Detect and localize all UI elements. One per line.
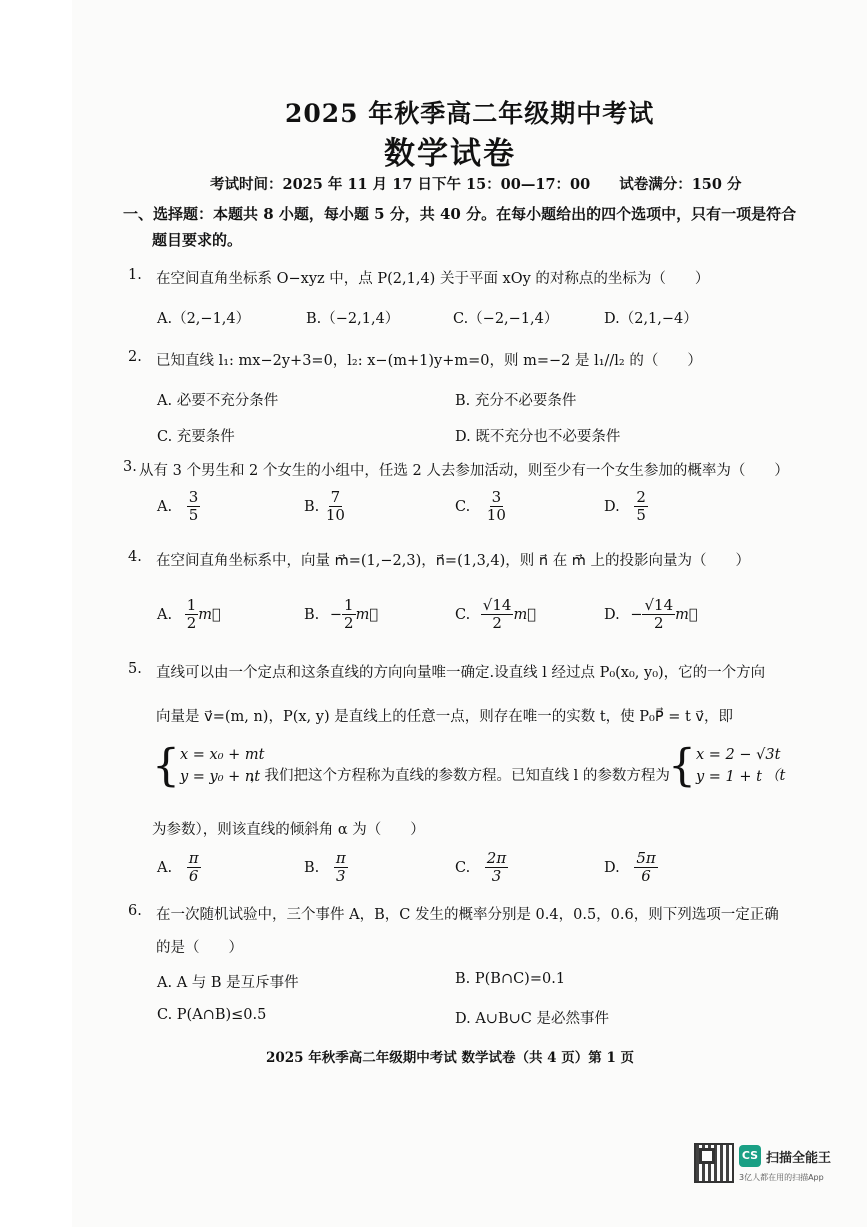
option-label: D.: [604, 859, 620, 876]
fraction: [185, 597, 199, 633]
equation-y: y = 1 + t: [696, 769, 762, 786]
fraction: [324, 489, 347, 525]
question-text: 从有 3 个男生和 2 个女生的小组中，任选 2 人去参加活动，则至少有一个女生参加的概率为（ ）: [139, 463, 789, 479]
qr-code-icon: [694, 1143, 734, 1183]
scanner-app-name: 扫描全能王: [766, 1151, 832, 1166]
question-text: 已知直线 l₁: mx−2y+3=0，l₂: x−(m+1)y+m=0，则 m=−2 是 l₁//l₂ 的（ ）: [156, 353, 702, 369]
fraction: [481, 597, 514, 633]
option-a: [157, 597, 221, 633]
option-a: A. A 与 B 是互斥事件: [157, 975, 299, 991]
section-heading-cont: 题目要求的。: [152, 231, 243, 249]
option-c: [455, 850, 508, 886]
vector-m: m⃗: [675, 606, 698, 623]
option-b: B. P(B∩C)=0.1: [455, 971, 566, 987]
denominator: 3: [491, 867, 502, 886]
sign: −: [630, 606, 643, 623]
exam-title: 2025 年秋季高二年级期中考试: [285, 99, 655, 128]
denominator: 3: [336, 867, 346, 886]
question-number: 5.: [128, 661, 142, 677]
option-a: [157, 850, 201, 886]
denominator: 2: [344, 614, 354, 633]
fraction: [485, 489, 508, 525]
parametric-definition: [152, 740, 265, 792]
numerator: 1: [344, 596, 354, 614]
option-d: [604, 597, 698, 633]
question-number: 6.: [128, 903, 142, 919]
numerator: 3: [491, 488, 502, 506]
subject-title: 数学试卷: [384, 136, 516, 172]
equation-x: x = 2 − √3t: [696, 747, 781, 763]
numerator: 2π: [486, 849, 507, 867]
option-d: D. A∪B∪C 是必然事件: [455, 1011, 609, 1027]
scanner-app-slogan: 3亿人都在用的扫描App: [739, 1173, 824, 1182]
question-text: ，我们把这个方程称为直线的参数方程。已知直线 l 的参数方程为: [250, 768, 670, 784]
option-label: C.: [455, 859, 471, 876]
fraction: [634, 850, 657, 886]
option-b: [304, 489, 347, 525]
option-a: A.（2,−1,4）: [157, 311, 251, 327]
option-label: B.: [304, 498, 320, 515]
question-text: 直线可以由一个定点和这条直线的方向向量唯一确定.设直线 l 经过点 P₀(x₀, y₀)，它的一个方向: [156, 665, 766, 681]
question-text: 向量是 v⃗=(m, n)，P(x, y) 是直线上的任意一点，则存在唯一的实数 t，使 P₀P⃗ = t v⃗，即: [156, 709, 733, 725]
fraction: [485, 850, 508, 886]
fraction: [634, 489, 648, 525]
question-text: 在空间直角坐标系中，向量 m⃗=(1,−2,3)，n⃗=(1,3,4)，则 n⃗ 在 m⃗ 上的投影向量为（ ）: [156, 553, 751, 569]
option-label: B.: [304, 859, 320, 876]
equation-x: x = x₀ + mt: [180, 747, 265, 763]
option-c: [455, 597, 536, 633]
option-d: D. 既不充分也不必要条件: [455, 429, 621, 445]
fraction: [342, 597, 356, 633]
denominator: 10: [325, 506, 345, 525]
section-heading: 一、选择题：本题共 8 小题，每小题 5 分，共 40 分。在每小题给出的四个选项中，只有一项是符合: [123, 205, 797, 223]
option-label: B.: [304, 606, 320, 623]
question-text: 的是（ ）: [156, 940, 243, 956]
denominator: 2: [492, 614, 502, 633]
numerator: √14: [482, 596, 512, 614]
option-b: B. 充分不必要条件: [455, 393, 577, 409]
vector-m: m⃗: [198, 606, 221, 623]
numerator: 3: [188, 488, 199, 506]
page-footer: 2025 年秋季高二年级期中考试 数学试卷（共 4 页）第 1 页: [266, 1050, 635, 1066]
question-text: 在空间直角坐标系 O−xyz 中，点 P(2,1,4) 关于平面 xOy 的对称点的坐标为（ ）: [156, 271, 710, 287]
numerator: 7: [330, 488, 341, 506]
vector-m: m⃗: [513, 606, 536, 623]
question-text: 为参数），则该直线的倾斜角 α 为（ ）: [152, 822, 425, 838]
question-number: 4.: [128, 549, 142, 565]
left-brace: {: [152, 740, 180, 792]
option-label: A.: [157, 498, 173, 515]
option-c: C. P(A∩B)≤0.5: [157, 1007, 267, 1023]
numerator: 2: [636, 488, 646, 506]
vector-m: m⃗: [355, 606, 379, 623]
exam-info: 考试时间：2025 年 11 月 17 日下午 15：00—17：00 试卷满分：150 分: [210, 176, 742, 193]
option-label: D.: [604, 498, 620, 515]
question-number: 1.: [128, 267, 142, 283]
denominator: 2: [186, 614, 197, 633]
option-d: [604, 850, 658, 886]
option-label: C.: [455, 606, 471, 623]
left-brace: {: [668, 740, 696, 792]
parametric-equation: [668, 740, 781, 792]
option-label: A.: [157, 859, 173, 876]
option-label: C.: [455, 498, 471, 515]
fraction: [187, 489, 201, 525]
denominator: 5: [188, 506, 199, 525]
option-a: A. 必要不充分条件: [157, 393, 279, 409]
denominator: 6: [188, 867, 199, 886]
numerator: π: [188, 849, 199, 867]
fraction: [187, 850, 201, 886]
denominator: 10: [486, 506, 506, 525]
camscanner-logo-icon: CS: [739, 1145, 761, 1167]
option-c: C. 充要条件: [157, 429, 235, 445]
question-text: 在一次随机试验中，三个事件 A，B，C 发生的概率分别是 0.4，0.5，0.6，则下列选项一定正确: [156, 907, 779, 923]
option-d: D.（2,1,−4）: [604, 311, 698, 327]
fraction: [334, 850, 348, 886]
option-b: B.（−2,1,4）: [306, 311, 400, 327]
numerator: π: [335, 849, 346, 867]
numerator: 5π: [636, 849, 656, 867]
option-a: [157, 489, 200, 525]
option-d: [604, 489, 648, 525]
question-text: （t: [765, 768, 786, 784]
option-b: [304, 597, 378, 633]
numerator: 1: [186, 596, 197, 614]
denominator: 6: [641, 867, 651, 886]
option-c: [455, 489, 508, 525]
denominator: 5: [636, 506, 646, 525]
option-label: D.: [604, 606, 620, 623]
question-number: 2.: [128, 349, 142, 365]
question-number: 3.: [123, 459, 137, 475]
equation-y: y = y₀ + nt: [180, 769, 261, 786]
numerator: √14: [644, 596, 674, 614]
denominator: 2: [654, 614, 664, 633]
fraction: [642, 597, 675, 633]
option-label: A.: [157, 606, 173, 623]
sign: −: [329, 606, 343, 623]
option-b: [304, 850, 348, 886]
option-c: C.（−2,−1,4）: [453, 311, 559, 327]
